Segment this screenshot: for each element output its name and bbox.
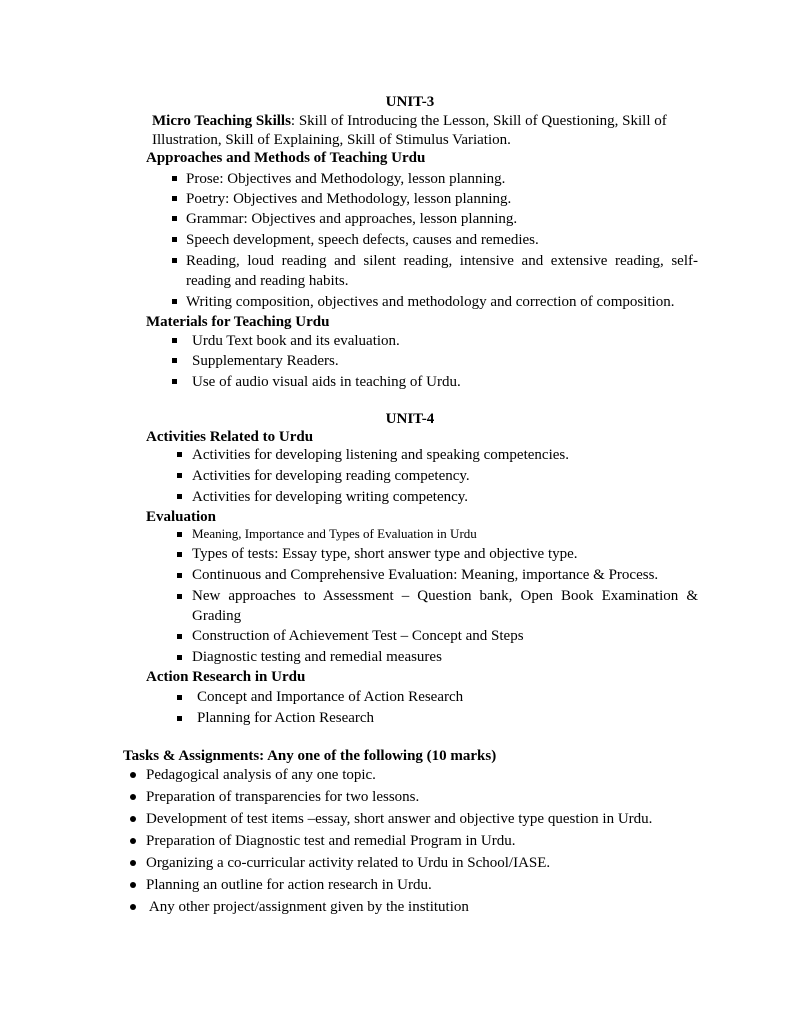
materials-item: Supplementary Readers. [192, 353, 339, 369]
task-item: Pedagogical analysis of any one topic. [146, 767, 376, 783]
round-bullet-icon [130, 904, 136, 910]
task-item: Preparation of transparencies for two lessons. [146, 789, 420, 805]
action-research-heading: Action Research in Urdu [146, 669, 306, 685]
task-item: Development of test items –essay, short answer and objective type question in Urdu. [146, 811, 653, 827]
square-bullet-icon [172, 237, 177, 242]
action-research-item: Concept and Importance of Action Research [197, 689, 464, 705]
evaluation-item: New approaches to Assessment – Question bank, Open Book Examination & [192, 588, 698, 604]
approaches-item: Writing composition, objectives and methodology and correction of composition. [186, 294, 675, 310]
square-bullet-icon [172, 338, 177, 343]
micro-teaching-line-1 [152, 111, 667, 131]
square-bullet-icon [177, 634, 182, 639]
micro-teaching-text: : Skill of Introducing the Lesson, Skill of Questioning, Skill of [290, 113, 667, 129]
task-item: Any other project/assignment given by the institution [146, 899, 469, 915]
approaches-item: Poetry: Objectives and Methodology, lesson planning. [186, 191, 512, 207]
action-research-item: Planning for Action Research [197, 710, 375, 726]
square-bullet-icon [172, 216, 177, 221]
square-bullet-icon [172, 176, 177, 181]
approaches-item: Grammar: Objectives and approaches, lesson planning. [186, 211, 518, 227]
square-bullet-icon [172, 258, 177, 263]
round-bullet-icon [130, 794, 136, 800]
round-bullet-icon [130, 882, 136, 888]
square-bullet-icon [177, 716, 182, 721]
unit3-title: UNIT-3 [385, 94, 435, 110]
activities-item: Activities for developing writing competency. [192, 489, 469, 505]
square-bullet-icon [177, 494, 182, 499]
square-bullet-icon [172, 299, 177, 304]
approaches-item-continued: reading and reading habits. [186, 273, 349, 289]
task-item: Preparation of Diagnostic test and remedial Program in Urdu. [146, 833, 516, 849]
round-bullet-icon [130, 816, 136, 822]
square-bullet-icon [177, 552, 182, 557]
evaluation-item: Diagnostic testing and remedial measures [192, 649, 442, 665]
micro-teaching-line-2: Illustration, Skill of Explaining, Skill of Stimulus Variation. [152, 132, 511, 148]
square-bullet-icon [177, 573, 182, 578]
evaluation-heading: Evaluation [146, 509, 217, 525]
unit4-title: UNIT-4 [385, 411, 435, 427]
evaluation-item: Types of tests: Essay type, short answer type and objective type. [192, 546, 578, 562]
activities-item: Activities for developing reading competency. [192, 468, 470, 484]
square-bullet-icon [172, 196, 177, 201]
square-bullet-icon [177, 532, 182, 537]
round-bullet-icon [130, 860, 136, 866]
approaches-heading: Approaches and Methods of Teaching Urdu [146, 150, 426, 166]
square-bullet-icon [177, 473, 182, 478]
square-bullet-icon [172, 379, 177, 384]
activities-heading: Activities Related to Urdu [146, 429, 314, 445]
approaches-item: Prose: Objectives and Methodology, lesson planning. [186, 171, 506, 187]
square-bullet-icon [177, 594, 182, 599]
round-bullet-icon [130, 772, 136, 778]
square-bullet-icon [172, 358, 177, 363]
round-bullet-icon [130, 838, 136, 844]
evaluation-item: Continuous and Comprehensive Evaluation: Meaning, importance & Process. [192, 567, 659, 583]
task-item: Organizing a co-curricular activity related to Urdu in School/IASE. [146, 855, 551, 871]
evaluation-item: Meaning, Importance and Types of Evaluation in Urdu [192, 526, 477, 541]
materials-item: Urdu Text book and its evaluation. [192, 333, 400, 349]
square-bullet-icon [177, 452, 182, 457]
task-item: Planning an outline for action research in Urdu. [146, 877, 432, 893]
evaluation-item-continued: Grading [192, 608, 242, 624]
materials-heading: Materials for Teaching Urdu [146, 314, 330, 330]
activities-item: Activities for developing listening and speaking competencies. [192, 447, 569, 463]
tasks-heading: Tasks & Assignments: Any one of the following (10 marks) [123, 748, 497, 764]
square-bullet-icon [177, 695, 182, 700]
materials-item: Use of audio visual aids in teaching of Urdu. [192, 374, 461, 390]
approaches-item: Speech development, speech defects, causes and remedies. [186, 232, 539, 248]
approaches-item: Reading, loud reading and silent reading, intensive and extensive reading, self- [186, 253, 698, 269]
square-bullet-icon [177, 655, 182, 660]
micro-teaching-label: Micro Teaching Skills [152, 113, 291, 129]
evaluation-item: Construction of Achievement Test – Concept and Steps [192, 628, 524, 644]
